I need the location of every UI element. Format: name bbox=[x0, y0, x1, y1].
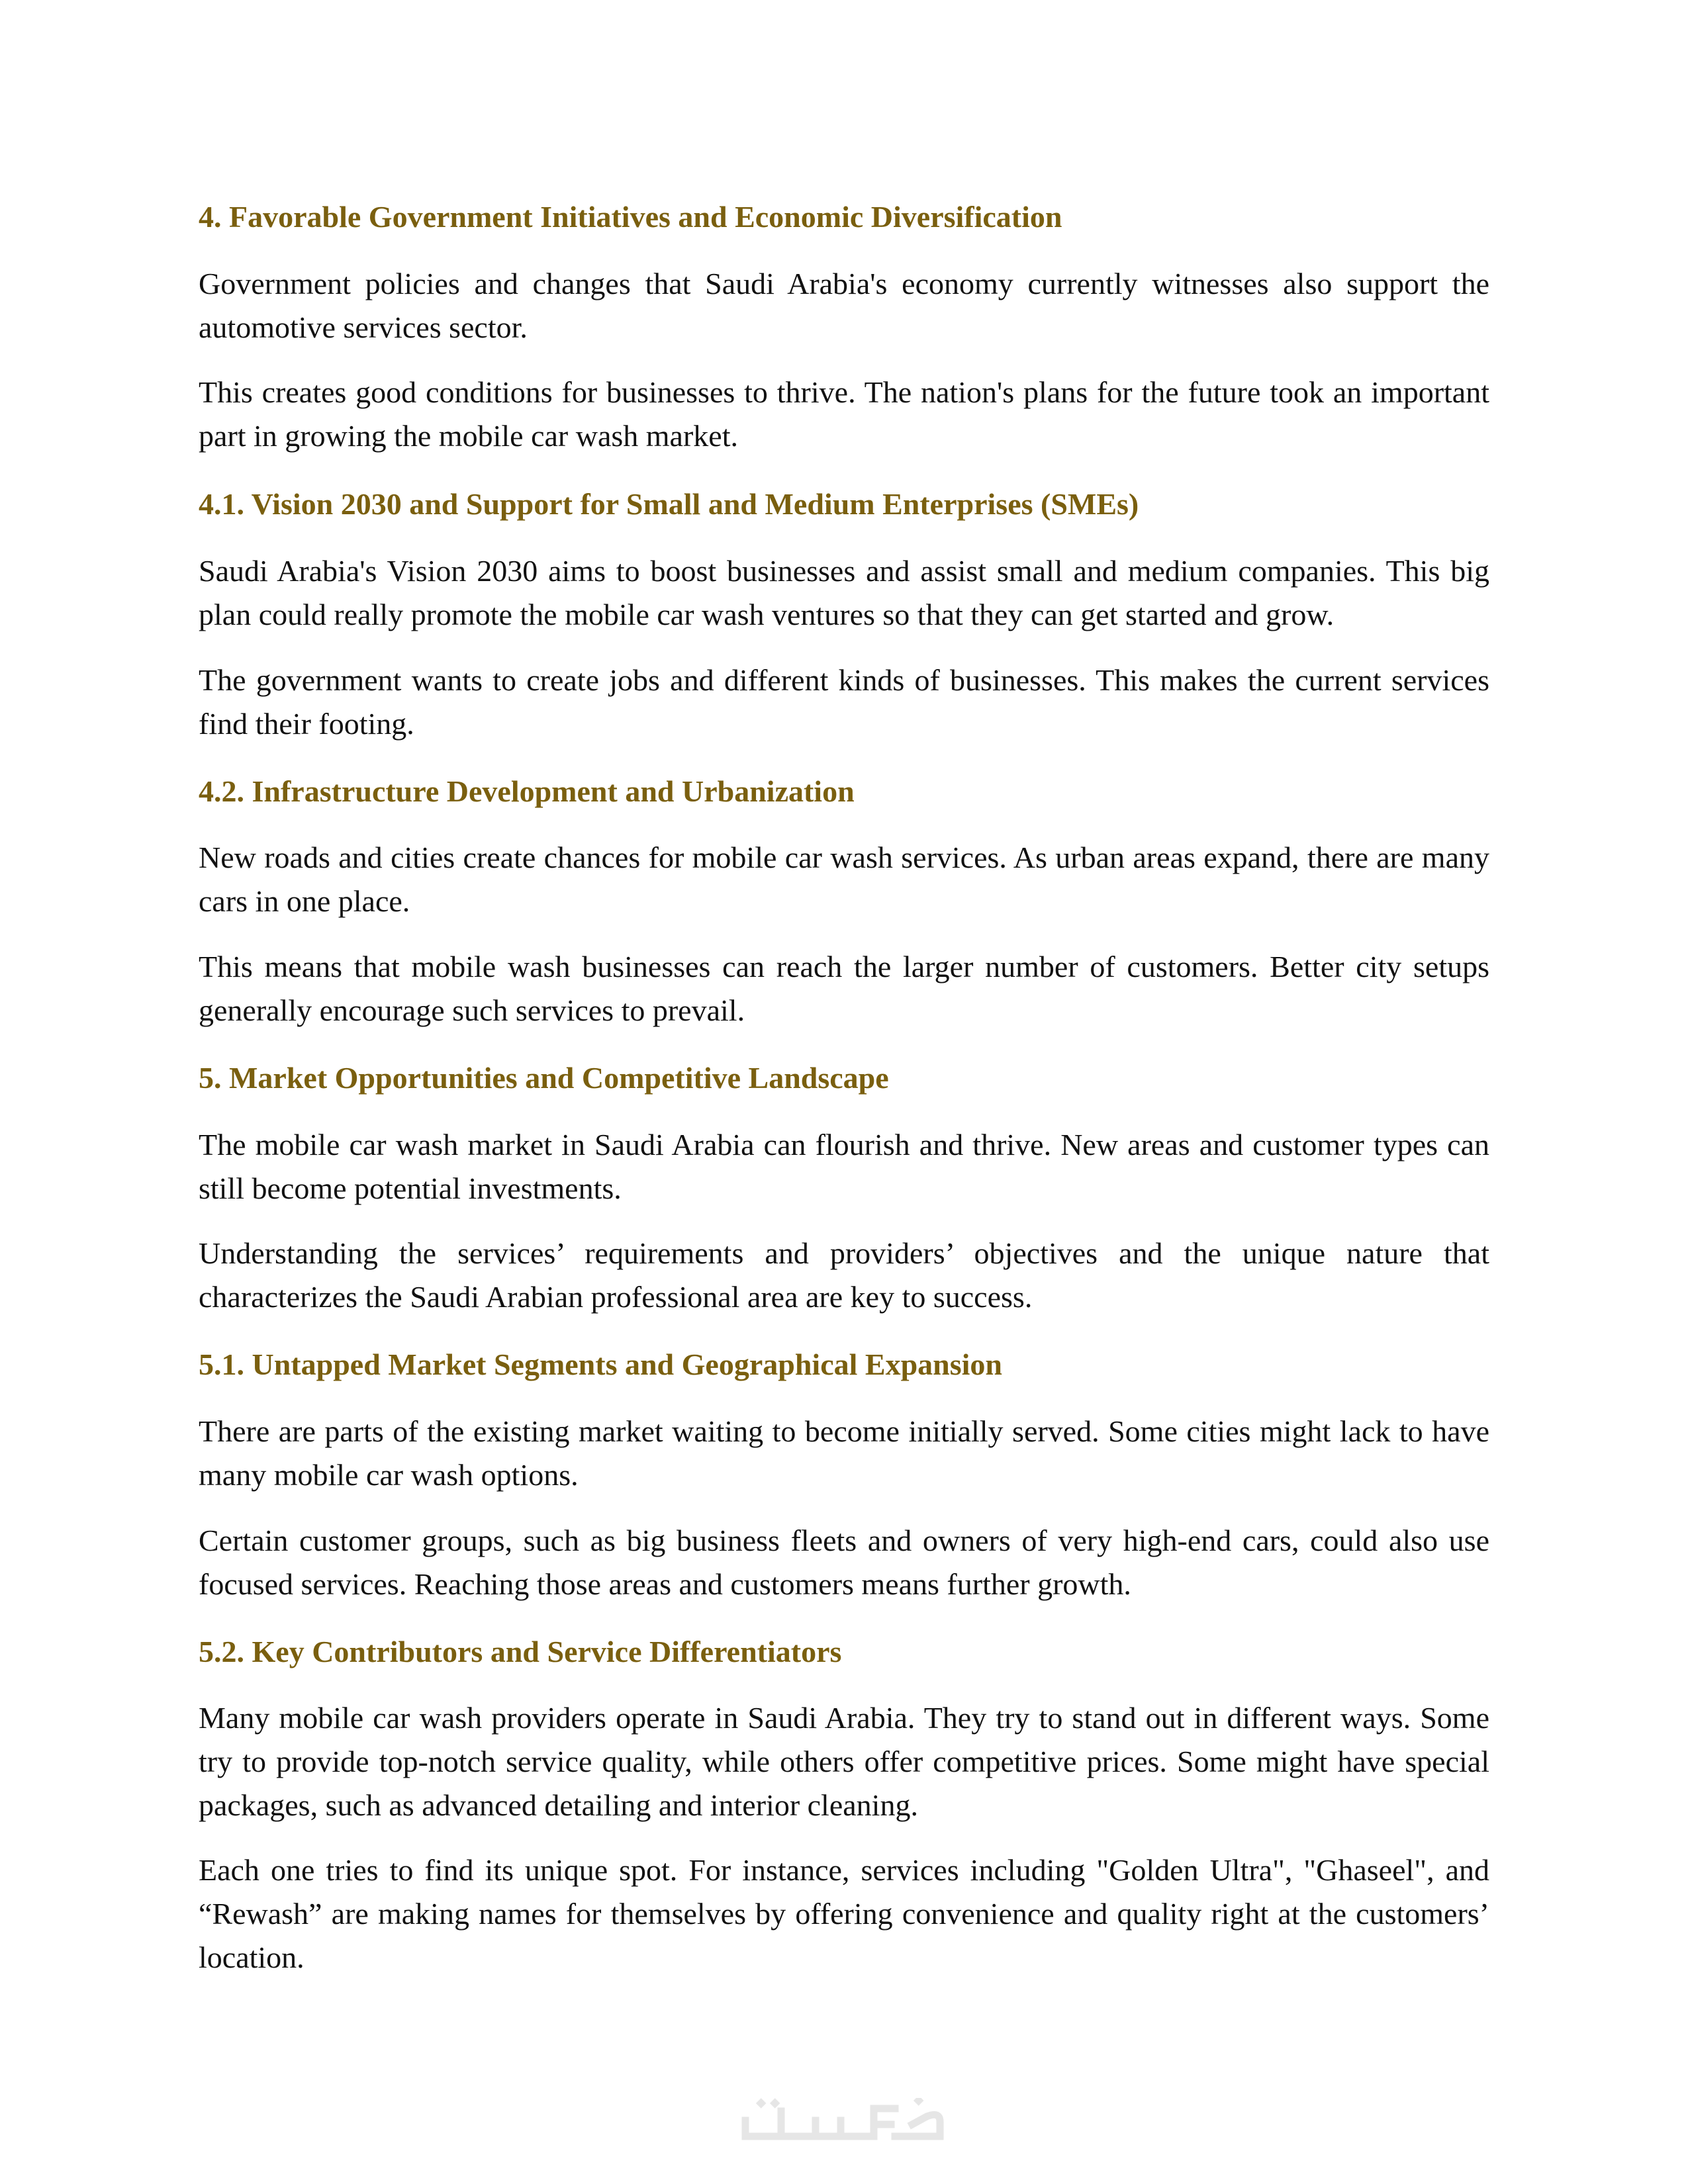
paragraph: Saudi Arabia's Vision 2030 aims to boost businesses and assist small and medium companies. This big plan could really promote the mobile car wash ventures so that they can get started and grow. bbox=[199, 554, 1489, 631]
paragraph: Each one tries to find its unique spot. For instance, services including "Golden Ultra", "Ghaseel", and “Rewash” are making names for themselves by offering convenience and quality right at the customers’ location. bbox=[199, 1853, 1489, 1974]
paragraph: New roads and cities create chances for mobile car wash services. As urban areas expand, there are many cars in one place. bbox=[199, 841, 1489, 918]
paragraph: The mobile car wash market in Saudi Arabia can flourish and thrive. New areas and customer types can still become potential investments. bbox=[199, 1128, 1489, 1205]
paragraph: Certain customer groups, such as big business fleets and owners of very high-end cars, could also use focused services. Reaching those areas and customers means further growth. bbox=[199, 1524, 1489, 1601]
khamsat-watermark-logo bbox=[741, 2098, 947, 2144]
paragraph: Many mobile car wash providers operate in Saudi Arabia. They try to stand out in different ways. Some try to provide top-notch service quality, while others offer competitive prices. Some might have special packages, such as advanced detailing and interior cleaning. bbox=[199, 1701, 1489, 1822]
section-heading: 5. Market Opportunities and Competitive Landscape bbox=[199, 1061, 889, 1095]
paragraph: This creates good conditions for businesses to thrive. The nation's plans for the future took an important part in growing the mobile car wash market. bbox=[199, 375, 1489, 453]
section-heading: 4.2. Infrastructure Development and Urbanization bbox=[199, 774, 855, 808]
paragraph: There are parts of the existing market waiting to become initially served. Some cities might lack to have many mobile car wash options. bbox=[199, 1414, 1489, 1492]
paragraph: Government policies and changes that Saudi Arabia's economy currently witnesses also support the automotive services sector. bbox=[199, 267, 1489, 344]
paragraph: The government wants to create jobs and different kinds of businesses. This makes the current services find their footing. bbox=[199, 663, 1489, 741]
paragraph: Understanding the services’ requirements and providers’ objectives and the unique nature that characterizes the Saudi Arabian professional area are key to success. bbox=[199, 1236, 1489, 1314]
section-heading: 5.2. Key Contributors and Service Differentiators bbox=[199, 1635, 842, 1668]
paragraph: This means that mobile wash businesses can reach the larger number of customers. Better city setups generally encourage such services to prevail. bbox=[199, 950, 1489, 1027]
section-heading: 4. Favorable Government Initiatives and Economic Diversification bbox=[199, 200, 1062, 234]
section-heading: 4.1. Vision 2030 and Support for Small and Medium Enterprises (SMEs) bbox=[199, 487, 1139, 521]
section-heading: 5.1. Untapped Market Segments and Geographical Expansion bbox=[199, 1347, 1003, 1381]
